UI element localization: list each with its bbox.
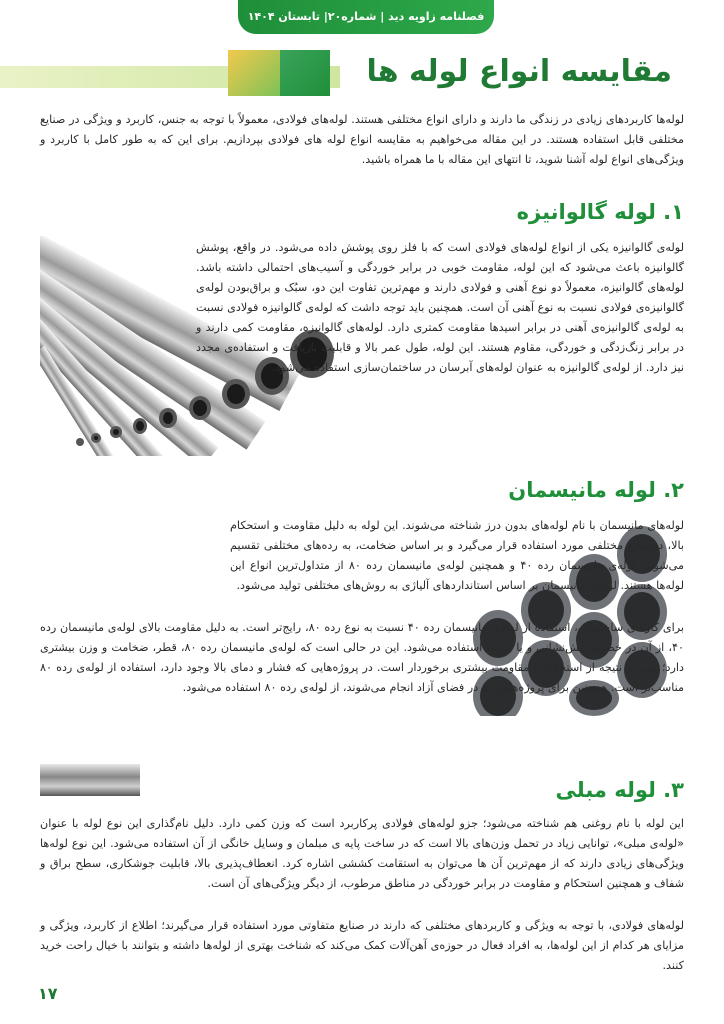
issue-header: فصلنامه زاویه دید | شماره۲۰| تابستان ۱۴۰۴	[238, 0, 494, 34]
section-1-text: لوله‌ی گالوانیزه یکی از انواع لوله‌های فولادی است که با فلز روی پوشش داده می‌شود. در واقع، پوشش گالوانیزه باعث می‌شود که این لوله، مقاومت خوبی در برابر خوردگی و آسیب‌های احتمالی داشته باشد. لوله‌های گالوانیزه، معمولاً دو نوع آهنی و فولادی دارند و مهم‌ترین تفاوت این دو، سبُک و براق‌بودن لوله‌ی گالوانیزه‌ی فولادی نسبت به نوع آهنی آن است. همچنین باید توجه داشت که لوله‌ی گالوانیزه فولادی نسبت به لوله‌ی گالوانیزه‌ی آهنی در برابر اسیدها مقاومت کمتری دارد. لوله‌های گالوانیزه، مقاومت کمی دارند و در برابر زنگ‌زدگی و خوردگی، مقاوم هستند. این لوله، طول عمر بالا و قابلیت بازیافت و استفاده‌ی مجدد نیز دارد. از لوله‌ی گالوانیزه به عنوان لوله‌های آبرسان در ساختمان‌سازی استفاده می‌شود.	[196, 241, 684, 374]
section-3-text-2: لوله‌های فولادی، با توجه به ویژگی و کاربردهای مختلفی که دارند در صنایع متفاوتی مورد استفاده قرار می‌گیرند؛ اطلاع از کاربرد، ویژگی و مزایای هر کدام از این لوله‌ها، به افراد فعال در حوزه‌ی آهن‌آلات کمک می‌کند که شناخت بهتری از لوله‌ها داشته و بتوانند با خیال راحت خرید کنند.	[40, 919, 684, 972]
page-title: مقایسه انواع لوله ها	[366, 54, 672, 89]
section-3-text-1: این لوله با نام روغنی هم شناخته می‌شود؛ جزو لوله‌های فولادی پرکاربرد است که وزن کمی دارد. دلیل نام‌گذاری این نوع لوله با عنوان «لوله‌ی مبلی»، توانایی زیاد در تحمل وزن‌های بالا است که در ساخت پایه ی مبلمان و وسایل خانگی از آن استفاده می‌شود. این نوع لوله‌ها ویژگی‌های زیادی دارند که از مهم‌ترین آن ها می‌توان به استقامت کششی اشاره کرد. انعطاف‌پذیری بالا، قابلیت جوشکاری، سطح براق و شفاف و همچنین استحکام و مقاومت در برابر خوردگی در مناطق مرطوب، از دیگر ویژگی‌های آن است.	[40, 817, 684, 890]
title-square-yellow	[228, 50, 280, 96]
title-square-green	[280, 50, 330, 96]
furniture-pipe-image	[40, 758, 140, 802]
section-2-text-2: برای کارهای ساختمانی، استفاده از لوله‌ی مانیسمان رده ۴۰ نسبت به نوع رده ۸۰، رایج‌تر است. به دلیل مقاومت بالای لوله‌ی مانیسمان رده ۴۰، از آن در خطوط آتش‌نشانی و یا برج‌ها استفاده می‌شود. این در حالی است که لوله‌ی مانیسمان رده ۸۰، قطر، ضخامت و وزن بیشتری دارد؛ پس در نتیجه از استحکام و مقاومت بیشتری برخوردار است. در پروژه‌هایی که فشار و دمای بالا وجود دارد، استفاده از لوله‌ی رده ۸۰ مناسب‌تر است. همچنین برای پروژه‌هایی که در فضای آزاد انجام می‌شوند، از لوله‌ی رده ۸۰ استفاده می‌شود.	[40, 621, 684, 694]
section-3-title: ۳. لوله مبلی	[555, 778, 684, 802]
section-2-text-1: لوله‌های مانیسمان با نام لوله‌های بدون درز شناخته می‌شوند. این لوله به دلیل مقاومت و استحکام بالا، درصنایع مختلفی مورد استفاده قرار می‌گیرد و بر اساس ضخامت، به رده‌های مختلفی تقسیم می‌شوند. لوله‌ی مانیسمان رده ۴۰ و همچنین لوله‌ی مانیسمان رده ۸۰ از متداول‌ترین انواع این لوله‌ها هستند. لوله‌ی مانیسمان بر اساس استانداردهای آلیاژی به روش‌های مختلفی تولید می‌شود.	[230, 519, 684, 592]
page-number: ۱۷	[38, 984, 58, 1003]
intro-paragraph: لوله‌ها کاربردهای زیادی در زندگی ما دارند و دارای انواع مختلفی هستند. لوله‌های فولادی، معمولاً با توجه به جنس، کاربرد و ویژگی در صنایع مختلفی قابل استفاده هستند. در این مقاله می‌خواهیم به مقایسه انواع لوله های فولادی بپردازیم. برای این که به طور کامل با کاربرد و ویژگی‌های انواع لوله آشنا شوید، تا انتهای این مقاله با ما همراه باشید.	[40, 113, 684, 166]
section-1-title: ۱. لوله گالوانیزه	[516, 200, 684, 224]
section-2-title: ۲. لوله مانیسمان	[508, 478, 684, 502]
